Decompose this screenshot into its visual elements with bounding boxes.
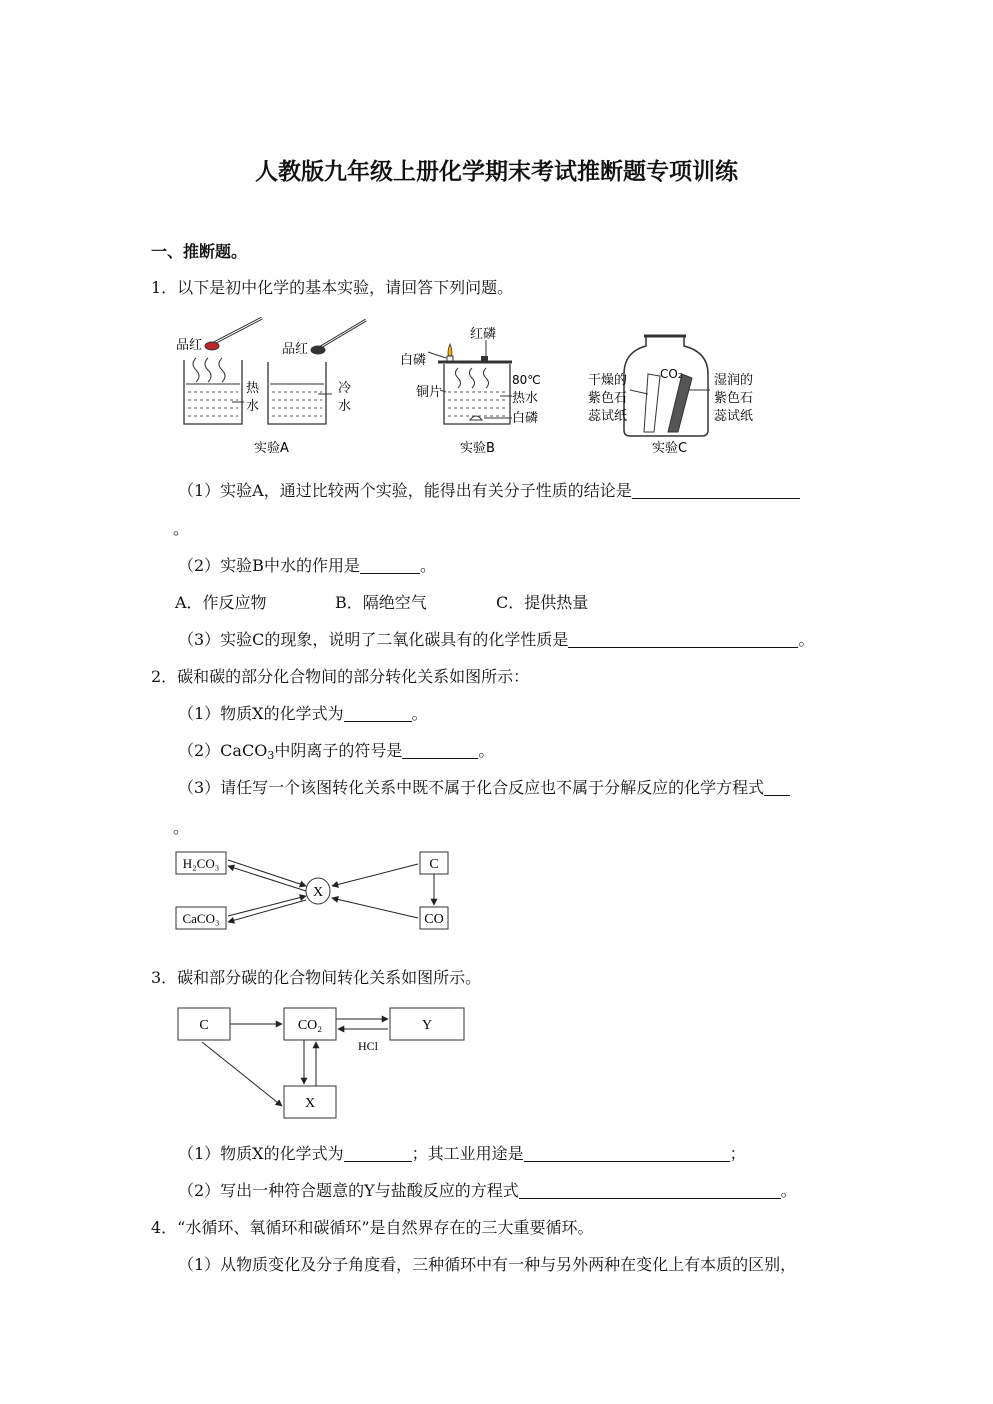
label-hcl: HCl (357, 1039, 379, 1053)
label-hot-1: 热 (246, 381, 260, 396)
caption-b: 实验B (460, 441, 495, 456)
q1-part1-blank[interactable] (632, 482, 800, 499)
q4-stem: 4．“水循环、氧循环和碳循环”是自然界存在的三大重要循环。 (151, 1218, 594, 1237)
q1-part3: （3）实验C的现象，说明了二氧化碳具有的化学性质是 。 (178, 630, 815, 649)
page-title: 人教版九年级上册化学期末考试推断题专项训练 (255, 158, 738, 185)
q2-part1: （1）物质X的化学式为 。 (178, 704, 428, 723)
label-wet-1: 湿润的 (714, 373, 754, 388)
q3-part1: （1）物质X的化学式为 ；其工业用途是 ； (178, 1144, 746, 1163)
label-temperature: 80℃ (512, 373, 541, 387)
node-x: X (312, 885, 324, 900)
label-dry-1: 干燥的 (588, 373, 628, 388)
q2-diagram (172, 846, 462, 940)
node-x: X (304, 1096, 316, 1111)
label-wet-3: 蕊试纸 (714, 409, 754, 424)
experiment-c-figure (584, 332, 764, 462)
q1-option-c[interactable]: C．提供热量 (496, 593, 589, 612)
q2-part3-end: 。 (173, 818, 190, 837)
node-c: C (429, 857, 439, 872)
node-h2co3: H₂CO₃ (182, 856, 220, 871)
q1-part1: （1）实验A，通过比较两个实验，能得出有关分子性质的结论是 (178, 481, 800, 501)
q3-part1-blank-2[interactable] (524, 1145, 730, 1162)
caption-c: 实验C (652, 441, 688, 456)
node-caco3: CaCO₃ (182, 911, 220, 926)
label-white-phosphorus: 白磷 (400, 353, 427, 368)
q2-part2-blank[interactable] (402, 742, 478, 759)
node-c: C (199, 1018, 209, 1033)
label-hot-2: 水 (246, 399, 260, 414)
experiment-b-figure (400, 322, 550, 462)
label-pinhong-2: 品红 (282, 342, 309, 357)
q4-part1: （1）从物质变化及分子角度看，三种循环中有一种与另外两种在变化上有本质的区别， (178, 1255, 797, 1274)
label-cold-1: 冷 (338, 381, 352, 396)
q1-part2: （2）实验B中水的作用是 。 (178, 556, 436, 575)
caption-a: 实验A (254, 441, 289, 456)
q2-part1-blank[interactable] (344, 705, 412, 722)
q2-stem: 2．碳和碳的部分化合物间的部分转化关系如图所示： (151, 667, 530, 686)
label-hot-water: 热水 (512, 391, 539, 406)
q3-part2-blank[interactable] (519, 1182, 781, 1199)
label-cold-2: 水 (338, 399, 352, 414)
label-pinhong-1: 品红 (176, 338, 203, 353)
q1-part2-blank[interactable] (360, 557, 420, 574)
q3-diagram (172, 1002, 472, 1126)
experiment-a-figure (172, 312, 372, 462)
label-wet-2: 紫色石 (714, 391, 754, 406)
q1-option-b[interactable]: B．隔绝空气 (335, 593, 427, 612)
q1-part1-end: 。 (173, 519, 190, 538)
label-dry-2: 紫色石 (588, 391, 628, 406)
q2-part2: （2）CaCO$_3$中阴离子的符号是 。 (178, 741, 495, 762)
q3-part1-blank-1[interactable] (344, 1145, 412, 1162)
label-red-phosphorus: 红磷 (470, 327, 497, 342)
q2-part3-blank[interactable] (764, 779, 790, 796)
node-co: CO (424, 912, 444, 927)
q2-part3: （3）请任写一个该图转化关系中既不属于化合反应也不属于分解反应的化学方程式 (178, 778, 790, 798)
label-co2: CO₂ (660, 367, 683, 381)
q1-stem: 1．以下是初中化学的基本实验，请回答下列问题。 (151, 278, 514, 297)
q1-part3-blank[interactable] (568, 631, 798, 648)
section-heading: 一、推断题。 (151, 242, 248, 261)
node-y: Y (421, 1018, 433, 1033)
q3-stem: 3．碳和部分碳的化合物间转化关系如图所示。 (151, 968, 482, 987)
node-co2: CO₂ (297, 1018, 323, 1033)
q1-option-a[interactable]: A．作反应物 (175, 593, 267, 612)
label-copper-sheet: 铜片 (416, 385, 443, 400)
q3-part2: （2）写出一种符合题意的Y与盐酸反应的方程式 。 (178, 1181, 797, 1200)
label-dry-3: 蕊试纸 (588, 409, 628, 424)
label-white-phosphorus-2: 白磷 (512, 411, 539, 426)
